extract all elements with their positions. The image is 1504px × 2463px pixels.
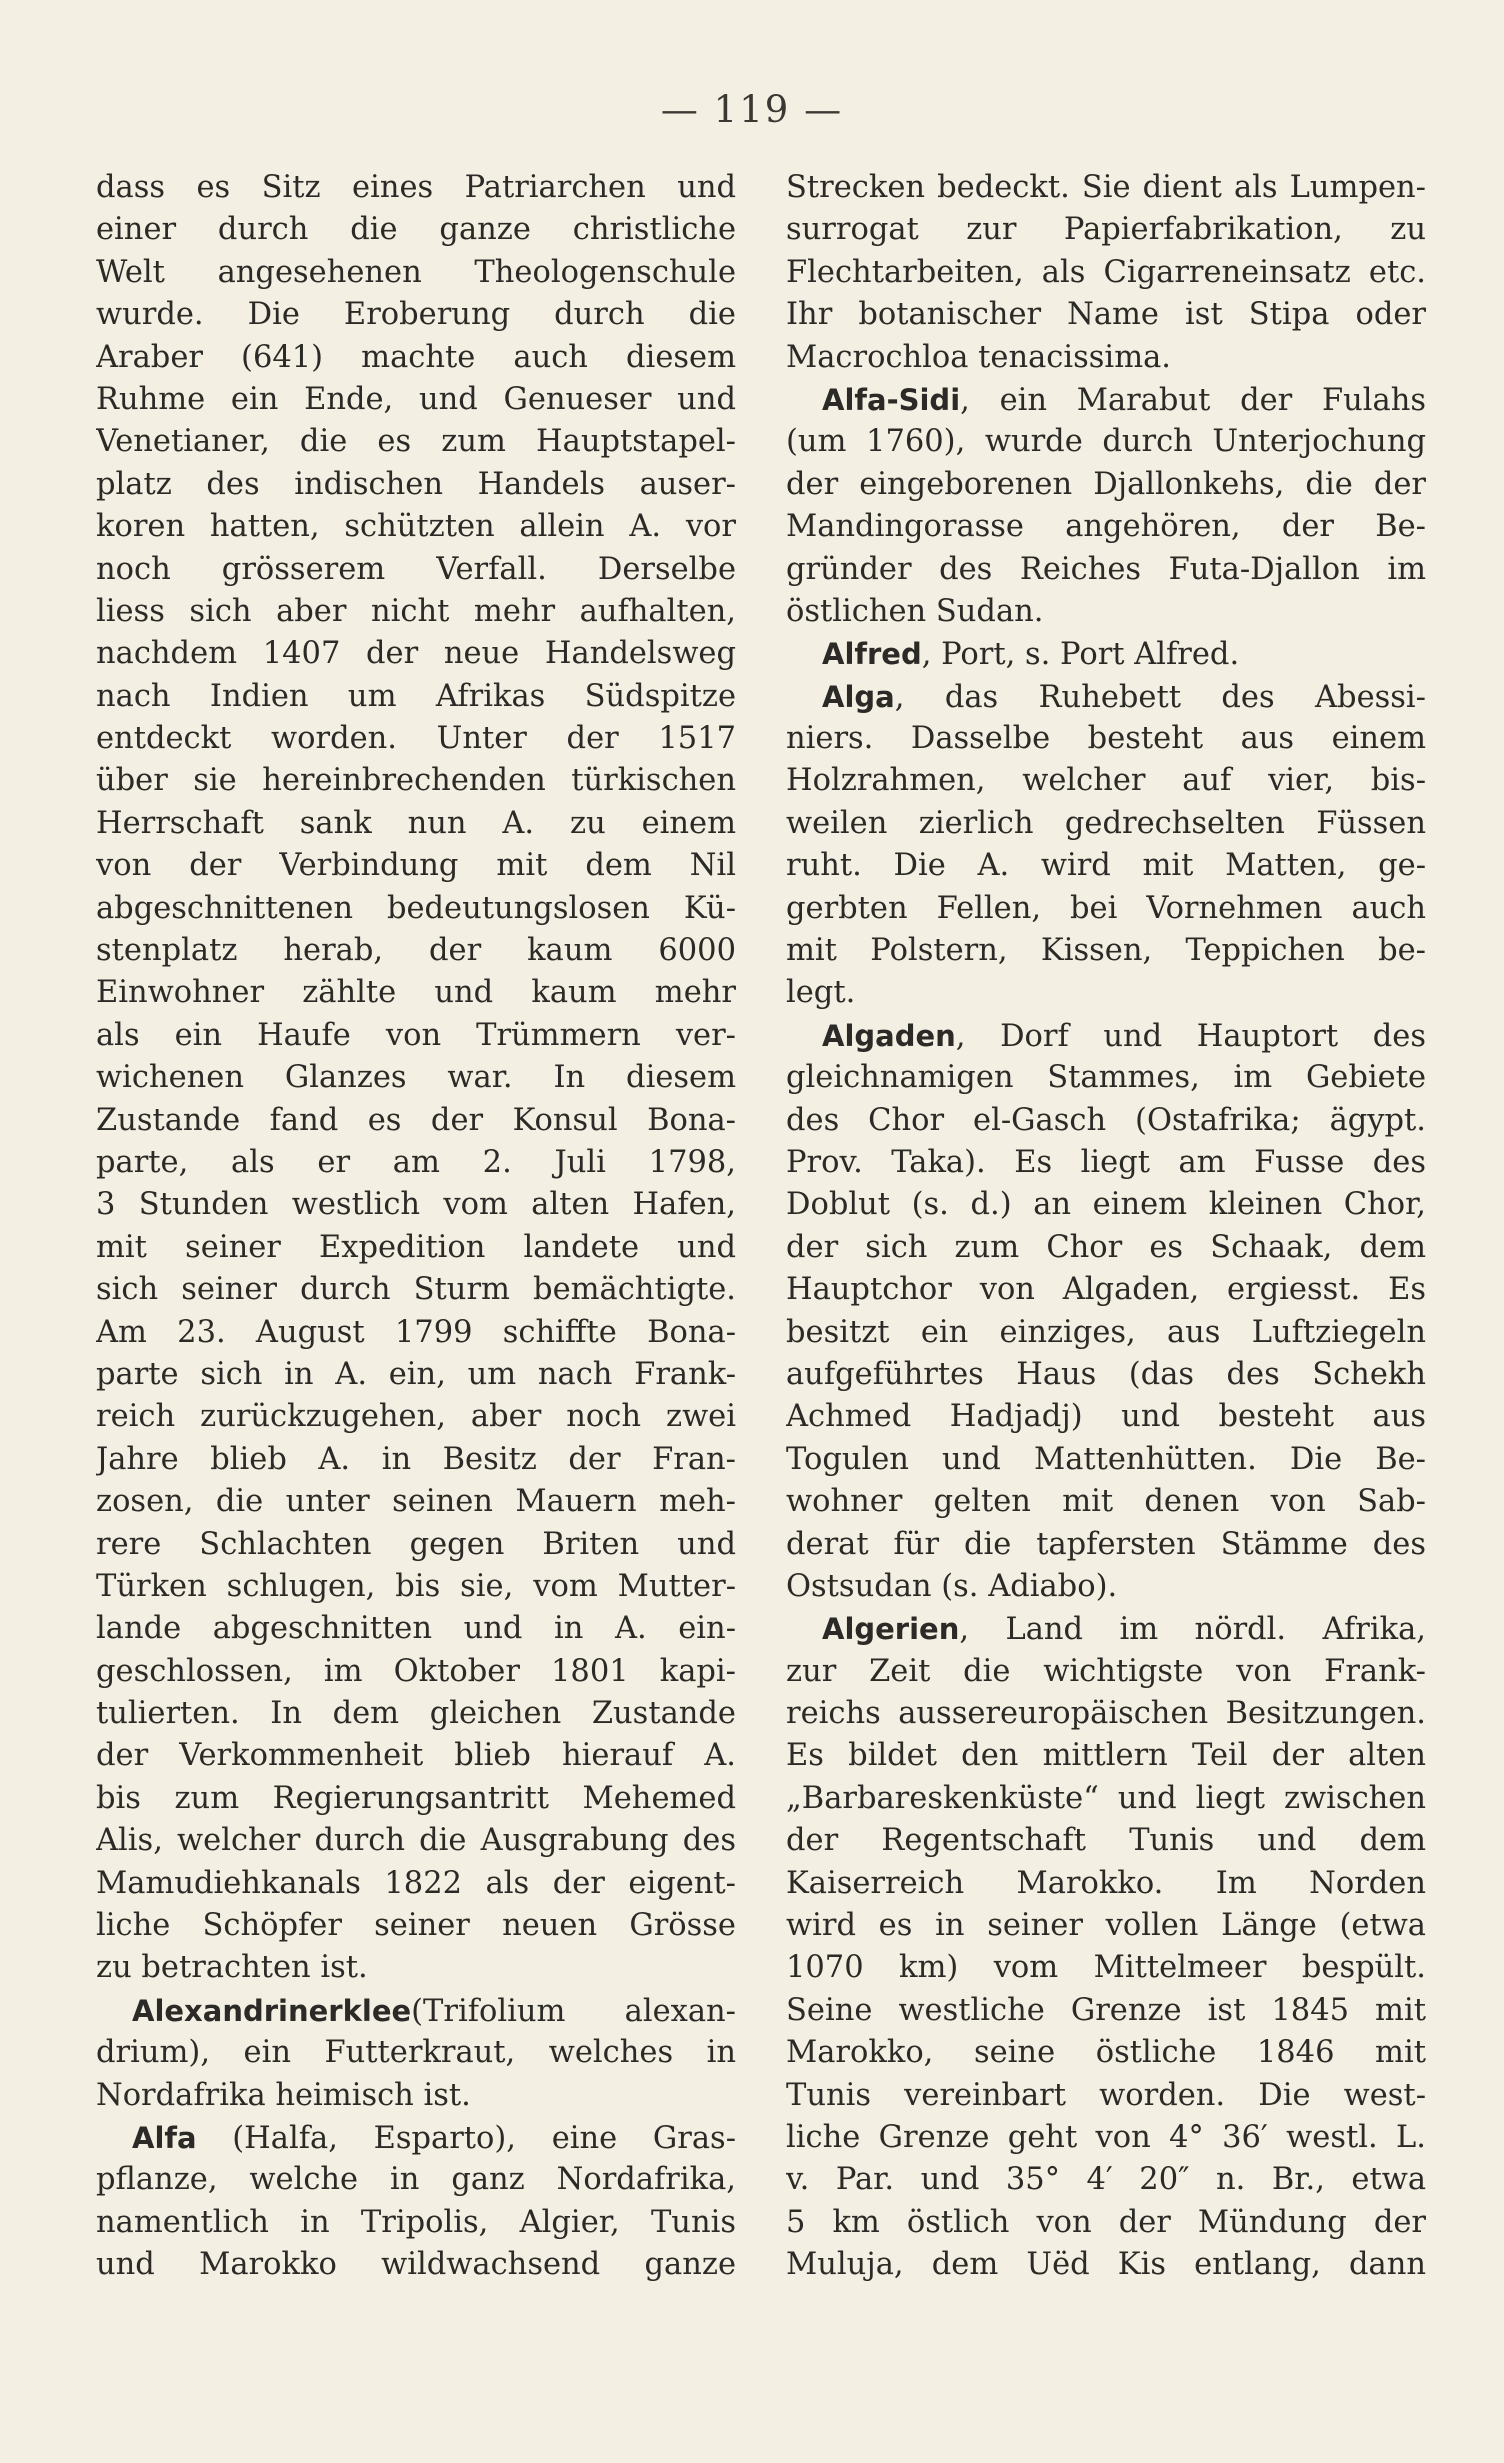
entry-keyword: Alfa-Sidi: [822, 382, 961, 417]
text-line: Seine westliche Grenze ist 1845 mit: [786, 1992, 1426, 2028]
entry-text: , das Ruhebett des Abessi-: [894, 679, 1426, 715]
text-line: geschlossen, im Oktober 1801 kapi-: [96, 1653, 736, 1689]
text-line: wird es in seiner vollen Länge (etwa: [786, 1908, 1426, 1944]
entry-text: (Trifolium alexan-: [411, 1993, 736, 2029]
text-line: liche Grenze geht von 4° 36′ westl. L.: [786, 2119, 1426, 2155]
text-line: der sich zum Chor es Schaak, dem: [786, 1229, 1426, 1265]
text-line: 5 km östlich von der Mündung der: [786, 2204, 1426, 2240]
text-line: wurde. Die Eroberung durch die: [96, 297, 736, 333]
dictionary-entry-headline: [786, 1608, 1426, 1650]
text-line: niers. Dasselbe besteht aus einem: [786, 721, 1426, 757]
text-line: noch grösserem Verfall. Derselbe: [96, 551, 736, 587]
text-line: liess sich aber nicht mehr aufhalten,: [96, 593, 736, 629]
text-line: der Verkommenheit blieb hierauf A.: [96, 1738, 736, 1774]
text-line: Strecken bedeckt. Sie dient als Lumpen-: [786, 170, 1426, 205]
text-line: östlichen Sudan.: [786, 593, 1044, 629]
entry-text: , Port, s. Port Alfred.: [921, 637, 1240, 673]
text-line: abgeschnittenen bedeutungslosen Kü-: [96, 890, 736, 926]
text-line: Es bildet den mittlern Teil der alten: [786, 1738, 1426, 1774]
text-line: surrogat zur Papierfabrikation, zu: [786, 212, 1426, 248]
text-line: stenplatz herab, der kaum 6000: [96, 933, 736, 969]
text-line: sich seiner durch Sturm bemächtigte.: [96, 1272, 736, 1308]
page-number: — 119 —: [660, 88, 844, 131]
text-line: Achmed Hadjadj) und besteht aus: [786, 1399, 1426, 1435]
text-line: entdeckt worden. Unter der 1517: [96, 721, 736, 757]
text-line: Am 23. August 1799 schiffte Bona-: [96, 1314, 736, 1350]
dictionary-entry-headline: [786, 633, 1426, 675]
text-line: gründer des Reiches Futa-Djallon im: [786, 551, 1426, 587]
text-line: der eingeborenen Djallonkehs, die der: [786, 466, 1426, 502]
text-line: parte sich in A. ein, um nach Frank-: [96, 1356, 736, 1392]
text-line: Mandingorasse angehören, der Be-: [786, 509, 1426, 545]
text-line: pflanze, welche in ganz Nordafrika,: [96, 2162, 736, 2198]
text-line: der Regentschaft Tunis und dem: [786, 1823, 1426, 1859]
entry-text: , Dorf und Hauptort des: [955, 1018, 1426, 1054]
text-line: liche Schöpfer seiner neuen Grösse: [96, 1908, 736, 1944]
text-line: Welt angesehenen Theologenschule: [96, 254, 736, 290]
text-line: Venetianer, die es zum Hauptstapel-: [96, 424, 736, 460]
text-line: nachdem 1407 der neue Handelsweg: [96, 636, 736, 672]
text-line: platz des indischen Handels auser-: [96, 466, 736, 502]
text-line: zur Zeit die wichtigste von Frank-: [786, 1653, 1426, 1689]
text-line: des Chor el-Gasch (Ostafrika; ägypt.: [786, 1102, 1426, 1138]
text-line: 3 Stunden westlich vom alten Hafen,: [96, 1187, 736, 1223]
text-line: Marokko, seine östliche 1846 mit: [786, 2035, 1426, 2071]
text-line: mit Polstern, Kissen, Teppichen be-: [786, 933, 1426, 969]
text-line: einer durch die ganze christliche: [96, 212, 736, 248]
text-line: legt.: [786, 975, 856, 1011]
text-line: zu betrachten ist.: [96, 1950, 368, 1986]
text-line: v. Par. und 35° 4′ 20″ n. Br., etwa: [786, 2162, 1426, 2198]
text-line: Mamudiehkanals 1822 als der eigent-: [96, 1865, 736, 1901]
text-line: gerbten Fellen, bei Vornehmen auch: [786, 890, 1426, 926]
entry-keyword: Alfa: [132, 2120, 197, 2155]
text-line: besitzt ein einziges, aus Luftziegeln: [786, 1314, 1426, 1350]
text-line: 1070 km) vom Mittelmeer bespült.: [786, 1950, 1426, 1986]
text-line: Macrochloa tenacissima.: [786, 339, 1171, 375]
text-line: wohner gelten mit denen von Sab-: [786, 1484, 1426, 1520]
text-line: Türken schlugen, bis sie, vom Mutter-: [96, 1568, 736, 1604]
text-line: Muluja, dem Uëd Kis entlang, dann: [786, 2247, 1426, 2283]
text-line: wichenen Glanzes war. In diesem: [96, 1060, 736, 1096]
entry-keyword: Algaden: [822, 1018, 956, 1053]
text-line: Prov. Taka). Es liegt am Fusse des: [786, 1144, 1426, 1180]
text-line: tulierten. In dem gleichen Zustande: [96, 1696, 736, 1732]
text-line: dass es Sitz eines Patriarchen und: [96, 170, 736, 205]
text-line: bis zum Regierungsantritt Mehemed: [96, 1780, 736, 1816]
text-line: reichs aussereuropäischen Besitzungen.: [786, 1696, 1426, 1732]
text-line: Togulen und Mattenhütten. Die Be-: [786, 1441, 1426, 1477]
dictionary-entry-headline: [786, 379, 1426, 421]
text-line: namentlich in Tripolis, Algier, Tunis: [96, 2204, 736, 2240]
text-line: parte, als er am 2. Juli 1798,: [96, 1144, 736, 1180]
dictionary-entry-headline: [786, 1015, 1426, 1057]
dictionary-entry-headline: [96, 2117, 736, 2159]
text-line: Ruhme ein Ende, und Genueser und: [96, 381, 736, 417]
text-line: Ihr botanischer Name ist Stipa oder: [786, 297, 1426, 333]
text-line: Zustande fand es der Konsul Bona-: [96, 1102, 736, 1138]
text-line: derat für die tapfersten Stämme des: [786, 1526, 1426, 1562]
text-line: (um 1760), wurde durch Unterjochung: [786, 424, 1426, 460]
left-column: [96, 167, 736, 2287]
entry-keyword: Alfred: [822, 637, 922, 672]
text-line: Doblut (s. d.) an einem kleinen Chor,: [786, 1187, 1426, 1223]
text-line: Araber (641) machte auch diesem: [96, 339, 736, 375]
text-line: Jahre blieb A. in Besitz der Fran-: [96, 1441, 736, 1477]
entry-text: , ein Marabut der Fulahs: [960, 382, 1426, 418]
text-line: Nordafrika heimisch ist.: [96, 2077, 471, 2113]
text-line: gleichnamigen Stammes, im Gebiete: [786, 1060, 1426, 1096]
right-column: [786, 167, 1426, 2287]
text-line: „Barbareskenküste“ und liegt zwischen: [786, 1780, 1426, 1816]
text-line: mit seiner Expedition landete und: [96, 1229, 736, 1265]
entry-text: (Halfa, Esparto), eine Gras-: [196, 2120, 736, 2156]
text-line: zosen, die unter seinen Mauern meh-: [96, 1484, 736, 1520]
text-line: Einwohner zählte und kaum mehr: [96, 975, 736, 1011]
entry-keyword: Alga: [822, 679, 895, 714]
text-line: weilen zierlich gedrechselten Füssen: [786, 805, 1426, 841]
text-line: Tunis vereinbart worden. Die west-: [786, 2077, 1426, 2113]
text-line: Alis, welcher durch die Ausgrabung des: [96, 1823, 736, 1859]
text-line: nach Indien um Afrikas Südspitze: [96, 678, 736, 714]
entry-text: , Land im nördl. Afrika,: [959, 1612, 1426, 1648]
text-line: rere Schlachten gegen Briten und: [96, 1526, 736, 1562]
text-line: ruht. Die A. wird mit Matten, ge-: [786, 848, 1426, 884]
text-line: über sie hereinbrechenden türkischen: [96, 763, 736, 799]
dictionary-entry-headline: [786, 676, 1426, 718]
text-line: aufgeführtes Haus (das des Schekh: [786, 1356, 1426, 1392]
text-line: Holzrahmen, welcher auf vier, bis-: [786, 763, 1426, 799]
text-line: koren hatten, schützten allein A. vor: [96, 509, 736, 545]
text-line: Ostsudan (s. Adiabo).: [786, 1568, 1118, 1604]
text-line: als ein Haufe von Trümmern ver-: [96, 1017, 736, 1053]
text-line: Kaiserreich Marokko. Im Norden: [786, 1865, 1426, 1901]
text-line: drium), ein Futterkraut, welches in: [96, 2035, 736, 2071]
dictionary-entry-headline: [96, 1990, 736, 2032]
text-line: lande abgeschnitten und in A. ein-: [96, 1611, 736, 1647]
text-line: Herrschaft sank nun A. zu einem: [96, 805, 736, 841]
text-line: und Marokko wildwachsend ganze: [96, 2247, 736, 2283]
text-line: Flechtarbeiten, als Cigarreneinsatz etc.: [786, 254, 1426, 290]
text-line: von der Verbindung mit dem Nil: [96, 848, 736, 884]
entry-keyword: Algerien: [822, 1612, 960, 1647]
text-line: reich zurückzugehen, aber noch zwei: [96, 1399, 736, 1435]
text-line: Hauptchor von Algaden, ergiesst. Es: [786, 1272, 1426, 1308]
entry-keyword: Alexandrinerklee: [132, 1993, 412, 2028]
